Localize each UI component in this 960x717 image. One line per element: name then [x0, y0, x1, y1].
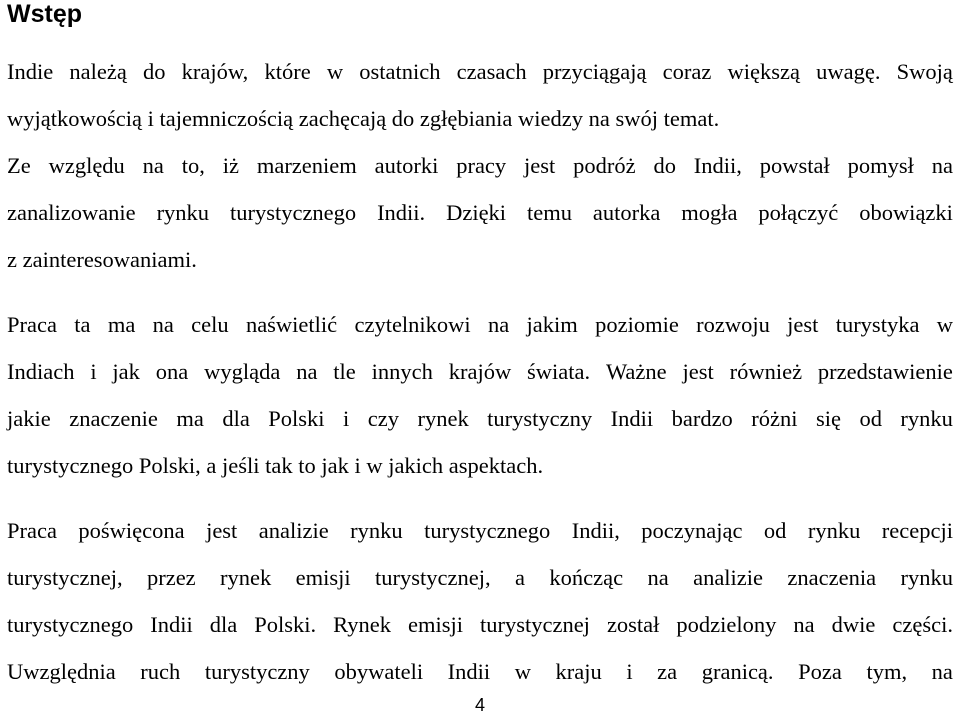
- word: znaczenie: [69, 406, 158, 431]
- word: ostatnich: [359, 59, 441, 84]
- word: wygląda: [204, 359, 281, 384]
- word: temu: [526, 200, 572, 225]
- word: Poza: [798, 659, 842, 684]
- word: dwie: [831, 612, 876, 637]
- word: tym,: [866, 659, 908, 684]
- word: Uwzględnia: [7, 659, 116, 684]
- word: do: [143, 59, 166, 84]
- word: jakie: [7, 406, 51, 431]
- word: do: [653, 153, 676, 178]
- word: na: [793, 612, 815, 637]
- word: to,: [181, 153, 205, 178]
- word: jest: [787, 312, 819, 337]
- word: na: [931, 153, 953, 178]
- word: pomysł: [847, 153, 914, 178]
- word: które: [264, 59, 311, 84]
- word: i: [90, 359, 97, 384]
- word: ta: [74, 312, 91, 337]
- text-line: [7, 357, 953, 387]
- word: naświetlić: [245, 312, 338, 337]
- word: a: [515, 565, 525, 590]
- word: analizie: [693, 565, 764, 590]
- word: Indii,: [571, 518, 620, 543]
- section-heading: Wstęp: [7, 0, 82, 28]
- word: Polski.: [254, 612, 317, 637]
- word: różni: [751, 406, 798, 431]
- word: emisji: [407, 612, 463, 637]
- word: i: [343, 406, 350, 431]
- word: emisji: [295, 565, 351, 590]
- word: iż: [222, 153, 239, 178]
- word: recepcji: [881, 518, 953, 543]
- word: innych: [371, 359, 433, 384]
- word: ma: [107, 312, 136, 337]
- word: Indii: [447, 659, 491, 684]
- word: czy: [367, 406, 399, 431]
- word: jakim: [526, 312, 578, 337]
- word: na: [487, 312, 510, 337]
- word: pracy: [456, 153, 507, 178]
- word: Indie: [7, 59, 54, 84]
- word: bardzo: [671, 406, 733, 431]
- word: obowiązki: [859, 200, 953, 225]
- word: Ważne: [606, 359, 667, 384]
- word: Ze: [7, 153, 31, 178]
- word: kraju: [555, 659, 602, 684]
- word: kończąc: [549, 565, 624, 590]
- text-line: [7, 310, 953, 340]
- word: na: [931, 659, 953, 684]
- text-line: [7, 198, 953, 228]
- text-line: [7, 516, 953, 546]
- word: jest: [524, 153, 556, 178]
- word: w: [936, 312, 953, 337]
- word: przyciągają: [542, 59, 647, 84]
- word: Praca: [7, 518, 57, 543]
- word: powstał: [759, 153, 830, 178]
- word: w: [514, 659, 531, 684]
- word: turystycznej,: [7, 565, 123, 590]
- word: Indii.: [377, 200, 426, 225]
- text-line: [7, 404, 953, 434]
- word: rynku: [156, 200, 210, 225]
- word: przedstawienie: [817, 359, 953, 384]
- word: się: [815, 406, 841, 431]
- word: Rynek: [333, 612, 391, 637]
- word: Indiach: [7, 359, 75, 384]
- word: poziomie: [595, 312, 679, 337]
- word: Praca: [7, 312, 57, 337]
- word: poświęcona: [78, 518, 185, 543]
- word: również: [729, 359, 803, 384]
- word: względu: [48, 153, 125, 178]
- word: autorka: [592, 200, 661, 225]
- word: za: [657, 659, 678, 684]
- word: jak: [112, 359, 140, 384]
- word: rynku: [900, 406, 953, 431]
- word: Polski: [268, 406, 325, 431]
- word: dla: [209, 612, 238, 637]
- word: Indii,: [693, 153, 742, 178]
- word: krajów: [448, 359, 512, 384]
- word: turystycznej,: [375, 565, 491, 590]
- word: marzeniem: [256, 153, 357, 178]
- word: obywateli: [334, 659, 424, 684]
- word: celu: [191, 312, 229, 337]
- text-line: [7, 657, 953, 687]
- text-line: [7, 151, 953, 181]
- word: na: [296, 359, 318, 384]
- word: uwagę.: [816, 59, 881, 84]
- word: jest: [682, 359, 714, 384]
- word: znaczenia: [787, 565, 877, 590]
- word: rozwoju: [696, 312, 770, 337]
- text-line: turystycznego Polski, a jeśli tak to jak i w jakich aspektach.: [7, 453, 544, 478]
- word: ruch: [140, 659, 181, 684]
- word: rynek: [417, 406, 469, 431]
- text-line: [7, 563, 953, 593]
- text-line: wyjątkowością i tajemniczością zachęcają do zgłębiania wiedzy na swój temat.: [7, 106, 720, 131]
- word: turystycznego: [424, 518, 551, 543]
- word: turystycznego: [229, 200, 357, 225]
- word: ma: [176, 406, 204, 431]
- word: czytelnikowi: [354, 312, 471, 337]
- word: rynku: [350, 518, 403, 543]
- word: został: [606, 612, 660, 637]
- word: turystycznej: [479, 612, 590, 637]
- word: na: [647, 565, 669, 590]
- word: coraz: [662, 59, 712, 84]
- word: zanalizowanie: [7, 200, 136, 225]
- word: przez: [146, 565, 196, 590]
- word: Indii: [150, 612, 193, 637]
- word: turystyka: [835, 312, 920, 337]
- word: granicą.: [701, 659, 774, 684]
- word: od: [763, 518, 787, 543]
- word: tle: [333, 359, 356, 384]
- word: Swoją: [896, 59, 953, 84]
- word: w: [326, 59, 344, 84]
- word: świata.: [527, 359, 591, 384]
- word: rynku: [807, 518, 861, 543]
- word: rynek: [220, 565, 272, 590]
- word: poczynając: [641, 518, 743, 543]
- word: części.: [892, 612, 953, 637]
- word: dla: [222, 406, 250, 431]
- word: czasach: [456, 59, 527, 84]
- word: większą: [727, 59, 800, 84]
- text-line: [7, 610, 953, 640]
- word: turystyczny: [487, 406, 593, 431]
- word: podzielony: [676, 612, 777, 637]
- word: na: [142, 153, 164, 178]
- word: Dzięki: [446, 200, 507, 225]
- word: rynku: [900, 565, 953, 590]
- word: jest: [206, 518, 238, 543]
- word: połączyć: [758, 200, 839, 225]
- word: mogła: [681, 200, 738, 225]
- word: turystyczny: [204, 659, 310, 684]
- word: ona: [155, 359, 189, 384]
- word: turystycznego: [7, 612, 134, 637]
- word: Indii: [610, 406, 654, 431]
- word: na: [152, 312, 174, 337]
- text-line: z zainteresowaniami.: [7, 247, 197, 272]
- word: należą: [69, 59, 127, 84]
- word: krajów,: [181, 59, 249, 84]
- page-number: 4: [474, 695, 485, 715]
- word: od: [859, 406, 882, 431]
- word: podróż: [573, 153, 636, 178]
- word: i: [626, 659, 633, 684]
- word: autorki: [374, 153, 439, 178]
- text-line: [7, 57, 953, 87]
- word: analizie: [258, 518, 329, 543]
